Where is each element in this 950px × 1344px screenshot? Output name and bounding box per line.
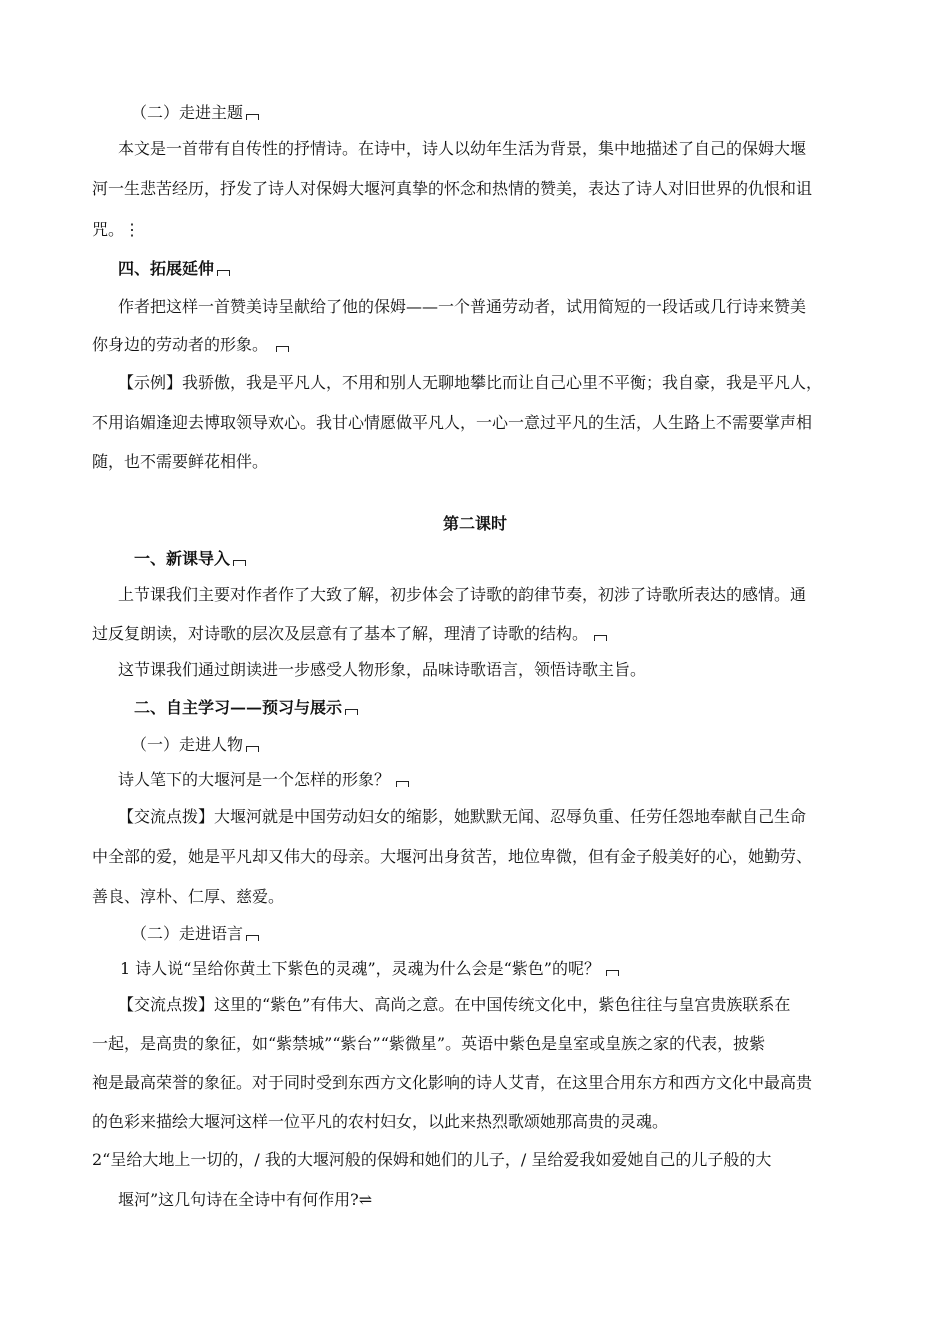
line-text: 【示例】我骄傲，我是平凡人，不用和别人无聊地攀比而让自己心里不平衡；我自豪，我是平凡人， — [118, 373, 823, 392]
body-line — [92, 1148, 950, 1172]
line-text: 【交流点拨】大堰河就是中国劳动妇女的缩影，她默默无闻、忍辱负重、任劳任怨地奉献自己生命 — [118, 807, 807, 826]
paragraph-mark-icon — [246, 935, 259, 941]
line-text: 咒。⋮ — [92, 220, 141, 239]
line-text: 二、自主学习——预习与展示 — [134, 698, 343, 717]
body-line — [92, 1110, 950, 1134]
subheading-language — [131, 922, 950, 946]
paragraph-mark-icon — [396, 781, 409, 787]
body-line — [92, 845, 950, 869]
body-line — [92, 333, 950, 357]
line-text: 上节课我们主要对作者作了大致了解，初步体会了诗歌的韵律节奏，初涉了诗歌所表达的感情。通 — [118, 585, 807, 604]
body-line — [92, 218, 950, 242]
body-line — [92, 177, 950, 201]
body-line — [118, 1188, 950, 1212]
line-text: 本文是一首带有自传性的抒情诗。在诗中，诗人以幼年生活为背景，集中地描述了自己的保姆大堰 — [118, 139, 807, 158]
paragraph-mark-icon — [217, 270, 230, 276]
body-line — [120, 957, 950, 981]
subheading-character — [131, 733, 950, 757]
line-text: 过反复朗读，对诗歌的层次及层意有了基本了解，理清了诗歌的结构。 — [92, 624, 589, 643]
line-text: 堰河”这几句诗在全诗中有何作用?⇌ — [118, 1190, 373, 1209]
line-text: （二）走进主题 — [131, 103, 244, 122]
body-line — [118, 658, 950, 682]
line-text: （二）走进语言 — [131, 924, 244, 943]
line-text: 作者把这样一首赞美诗呈献给了他的保姆——一个普通劳动者，试用简短的一段话或几行诗来赞美 — [118, 297, 807, 316]
body-line — [92, 1071, 950, 1095]
paragraph-mark-icon — [276, 346, 289, 352]
paragraph-mark-icon — [233, 560, 246, 566]
line-text: 【交流点拨】这里的“紫色”有伟大、高尚之意。在中国传统文化中，紫色往往与皇宫贵族联系在 — [118, 995, 791, 1014]
line-text: 一起，是高贵的象征，如“紫禁城”“紫台”“紫微星”。英语中紫色是皇室或皇族之家的代表，披紫 — [92, 1034, 766, 1053]
line-text: 这节课我们通过朗读进一步感受人物形象，品味诗歌语言，领悟诗歌主旨。 — [118, 660, 647, 679]
paragraph-mark-icon — [606, 970, 619, 976]
paragraph-mark-icon — [594, 635, 607, 641]
line-text: 第二课时 — [442, 514, 507, 533]
line-text: 不用谄媚逢迎去博取领导欢心。我甘心情愿做平凡人，一心一意过平凡的生活，人生路上不需要掌声相 — [92, 413, 813, 432]
line-text: 随，也不需要鲜花相伴。 — [92, 452, 269, 471]
line-text: 一、新课导入 — [134, 549, 231, 568]
line-text: 中全部的爱，她是平凡却又伟大的母亲。大堰河出身贫苦，地位卑微，但有金子般美好的心，她勤劳、 — [92, 847, 813, 866]
line-text: 诗人笔下的大堰河是一个怎样的形象？ — [118, 770, 391, 789]
section-heading-intro — [134, 547, 950, 571]
section-heading-extension — [118, 257, 950, 281]
body-line — [118, 371, 950, 395]
body-line — [118, 583, 950, 607]
line-text: 2“呈给大地上一切的，/ 我的大堰河般的保姆和她们的儿子，/ 呈给爱我如爱她自己的儿子般的大 — [92, 1150, 772, 1169]
body-line — [92, 1032, 950, 1056]
body-line — [118, 295, 950, 319]
section-heading-self-study — [134, 696, 950, 720]
line-text: 你身边的劳动者的形象。 — [92, 335, 269, 354]
line-text: 的色彩来描绘大堰河这样一位平凡的农村妇女，以此来热烈歌颂她那高贵的灵魂。 — [92, 1112, 669, 1131]
body-line — [92, 622, 950, 646]
body-line — [118, 805, 950, 829]
subheading-theme — [131, 101, 950, 125]
body-line — [118, 137, 950, 161]
body-line — [118, 993, 950, 1017]
line-text: 四、拓展延伸 — [118, 259, 215, 278]
line-text: （一）走进人物 — [131, 735, 244, 754]
paragraph-mark-icon — [246, 114, 259, 120]
body-line — [118, 768, 950, 792]
lesson-title — [0, 512, 950, 536]
body-line — [92, 885, 950, 909]
body-line — [92, 411, 950, 435]
line-text: 1 诗人说“呈给你黄土下紫色的灵魂”，灵魂为什么会是“紫色”的呢？ — [120, 959, 600, 978]
paragraph-mark-icon — [345, 709, 358, 715]
line-text: 袍是最高荣誉的象征。对于同时受到东西方文化影响的诗人艾青，在这里合用东方和西方文化中最高贵 — [92, 1073, 813, 1092]
paragraph-mark-icon — [246, 746, 259, 752]
line-text: 善良、淳朴、仁厚、慈爱。 — [92, 887, 285, 906]
body-line — [92, 450, 950, 474]
line-text: 河一生悲苦经历，抒发了诗人对保姆大堰河真挚的怀念和热情的赞美，表达了诗人对旧世界的仇恨和诅 — [92, 179, 813, 198]
